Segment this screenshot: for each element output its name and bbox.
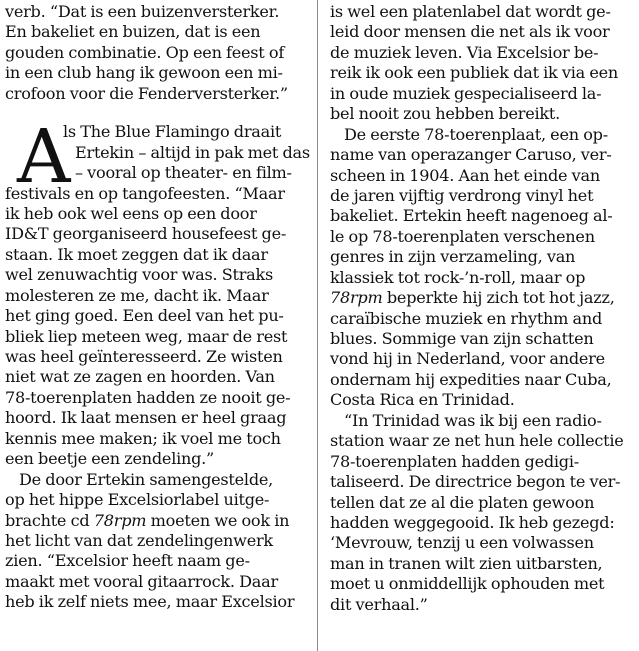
text-run: brachte cd (5, 510, 94, 530)
text-line: “In Trinidad was ik bij een radio- (344, 410, 602, 430)
text-run: moeten we ook in (146, 510, 290, 530)
album-title-italic: 78rpm (93, 510, 147, 530)
text-line: man in tranen wilt zien uitbarsten, (330, 553, 603, 573)
left-column (5, 2, 310, 613)
text-line: is wel een platenlabel dat wordt ge- (330, 2, 611, 21)
text-line (5, 511, 310, 531)
text-line: staan. Ik moet zeggen dat ik daar (5, 244, 268, 264)
text-line: wel zenuwachtig voor was. Straks (5, 265, 274, 285)
text-line: tellen dat ze al die platen gewoon (330, 492, 595, 512)
text-line: blues. Sommige van zijn schatten (330, 329, 594, 348)
text-line: klassiek tot rock-’n-roll, maar op (330, 267, 586, 287)
text-line: Costa Rica en Trinidad. (330, 390, 515, 410)
text-line: De eerste 78-toerenplaat, een op- (344, 124, 608, 144)
text-line: niet wat ze zagen en hoorden. Van (5, 367, 275, 387)
text-line: De door Ertekin samengestelde, (19, 469, 274, 489)
text-line: 78-toerenplaten hadden gedigi- (330, 451, 579, 471)
text-line: moet u onmiddellijk ophouden met (330, 574, 605, 594)
text-line: name van operazanger Caruso, ver- (330, 145, 612, 165)
text-line: hoord. Ik laat mensen er heel graag (5, 408, 287, 428)
text-line: de muziek leven. Via Excelsior be- (330, 42, 599, 62)
text-line: het ging goed. Een deel van het pu- (5, 306, 284, 326)
text-line: op het hippe Excelsiorlabel uitge- (5, 490, 270, 510)
text-line: molesteren ze me, dacht ik. Maar (5, 285, 269, 305)
text-line: het licht van dat zendelingenwerk (5, 530, 273, 550)
column-divider (317, 0, 318, 651)
text-run: beperkte hij zich tot hot jazz, (382, 288, 615, 308)
text-line: station waar ze net hun hele collectie (330, 431, 624, 451)
text-line: reik ik ook een publiek dat ik via een (330, 63, 619, 83)
text-line: caraïbische muziek en rhythm and (330, 308, 603, 328)
text-line: ls The Blue Flamingo draait (63, 122, 282, 142)
text-line (330, 288, 632, 308)
text-line: ‘Mevrouw, tenzij u een volwassen (330, 533, 594, 553)
text-line: bel nooit zou hebben bereikt. (330, 104, 560, 124)
text-line: Ertekin – altijd in pak met das (75, 142, 310, 162)
right-column (330, 2, 632, 615)
text-line: zien. “Excelsior heeft naam ge- (5, 551, 250, 571)
text-line: bakeliet. Ertekin heeft nagenoeg al- (330, 206, 613, 226)
text-line: maakt met vooral gitaarrock. Daar (5, 571, 278, 591)
text-line: ondernam hij expedities naar Cuba, (330, 369, 612, 389)
text-line: 78-toerenplaten hadden ze nooit ge- (5, 387, 291, 407)
text-line: vond hij in Nederland, voor andere (330, 349, 605, 369)
text-line: ik heb ook wel eens op een door (5, 203, 257, 223)
text-line: verb. “Dat is een buizenversterker. (5, 2, 280, 21)
text-line: was heel geïnteresseerd. Ze wisten (5, 347, 283, 366)
text-line: in oude muziek gespecialiseerd la- (330, 83, 602, 103)
text-line: heb ik zelf niets mee, maar Excelsior (5, 592, 295, 612)
text-line: dit verhaal.” (330, 594, 428, 614)
text-line: scheen in 1904. Aan het einde van (330, 165, 600, 185)
text-line: festivals en op tangofeesten. “Maar (5, 183, 285, 203)
text-line: le op 78-toerenplaten verschenen (330, 226, 595, 246)
text-line: crofoon voor die Fenderversterker.” (5, 83, 288, 103)
text-line: de jaren vijftig verdrong vinyl het (330, 185, 594, 205)
text-line: gouden combinatie. Op een feest of (5, 42, 285, 62)
text-line: En bakeliet en buizen, dat is een (5, 22, 261, 42)
text-line: hadden weggegooid. Ik heb gezegd: (330, 512, 615, 532)
text-line: bliek liep meteen weg, maar de rest (5, 326, 288, 346)
text-line: genres in zijn verzameling, van (330, 247, 576, 267)
drop-cap: A (17, 114, 71, 200)
text-line: in een club hang ik gewoon een mi- (5, 63, 283, 83)
album-title-italic: 78rpm (330, 288, 383, 308)
text-line: – vooral op theater- en film- (75, 163, 292, 183)
text-line: ID&T georganiseerd housefeest ge- (5, 224, 287, 244)
text-line: kennis mee maken; ik voel me toch (5, 428, 281, 448)
text-line: taliseerd. De directrice begon te ver- (330, 472, 621, 492)
text-line: leid door mensen die net als ik voor (330, 22, 610, 42)
text-line: een beetje een zendeling.” (5, 449, 215, 469)
